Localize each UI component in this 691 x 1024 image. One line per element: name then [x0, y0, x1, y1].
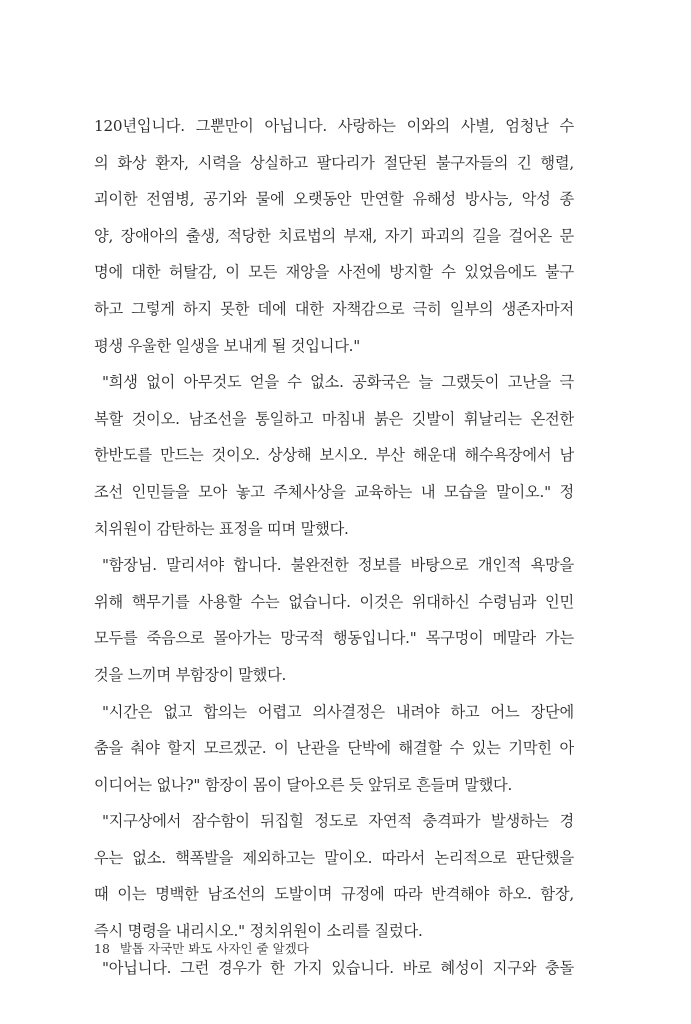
text-line: 120년입니다. 그뿐만이 아닙니다. 사랑하는 이와의 사별, 엄청난 수 — [94, 117, 574, 135]
text-line: 한반도를 만드는 것이오. 상상해 보시오. 부산 해운대 해수욕장에서 남 — [94, 446, 574, 465]
paragraph — [94, 697, 574, 807]
text-line: 때 이는 명백한 남조선의 도발이며 규정에 따라 반격해야 하오. 함장, — [94, 885, 574, 904]
paragraph — [94, 367, 574, 550]
text-line: 조선 인민들을 모아 놓고 주체사상을 교육하는 내 모습을 말이오." 정 — [94, 482, 574, 501]
text-line: 모두를 죽음으로 몰아가는 망국적 행동입니다." 목구멍이 메말라 가는 — [94, 629, 574, 648]
text-line: 하고 그렇게 하지 못한 데에 대한 자책감으로 극히 일부의 생존자마저 — [94, 299, 574, 318]
text-line: "시간은 없고 합의는 어렵고 의사결정은 내려야 하고 어느 장단에 — [102, 702, 574, 721]
text-line: "지구상에서 잠수함이 뒤집힐 정도로 자연적 충격파가 발생하는 경 — [102, 812, 574, 831]
text-line: "함장님. 말리셔야 합니다. 불완전한 정보를 바탕으로 개인적 욕망을 — [102, 556, 574, 575]
text-line: 괴이한 전염병, 공기와 물에 오랫동안 만연할 유해성 방사능, 악성 종 — [94, 190, 574, 209]
page-number: 18 — [94, 941, 110, 956]
text-line: 춤을 춰야 할지 모르겠군. 이 난관을 단박에 해결할 수 있는 기막힌 아 — [94, 739, 574, 758]
text-line: 의 화상 환자, 시력을 상실하고 팔다리가 절단된 불구자들의 긴 행렬, — [94, 153, 574, 172]
text-line: 양, 장애아의 출생, 적당한 치료법의 부재, 자기 파괴의 길을 걸어온 문 — [94, 226, 574, 245]
page-footer — [94, 939, 309, 959]
text-line: "희생 없이 아무것도 얻을 수 없소. 공화국은 늘 그랬듯이 고난을 극 — [102, 373, 574, 392]
text-line: 즉시 명령을 내리시오." 정치위원이 소리를 질렀다. — [94, 922, 423, 941]
text-line: 평생 우울한 일생을 보내게 될 것입니다." — [94, 336, 361, 355]
paragraph — [94, 111, 574, 367]
text-line: 것을 느끼며 부함장이 말했다. — [94, 665, 287, 684]
text-line: 치위원이 감탄하는 표정을 띠며 말했다. — [94, 519, 349, 538]
text-line: 우는 없소. 핵폭발을 제외하고는 말이오. 따라서 논리적으로 판단했을 — [94, 848, 574, 867]
text-line: 복할 것이오. 남조선을 통일하고 마침내 붉은 깃발이 휘날리는 온전한 — [94, 409, 574, 428]
paragraph — [94, 806, 574, 952]
text-line: 위해 핵무기를 사용할 수는 없습니다. 이것은 위대하신 수령님과 인민 — [94, 592, 574, 611]
text-line: 이디어는 없나?" 함장이 몸이 달아오른 듯 앞뒤로 흔들며 말했다. — [94, 775, 513, 794]
text-line: 명에 대한 허탈감, 이 모든 재앙을 사전에 방지할 수 있었음에도 불구 — [94, 263, 574, 282]
paragraph — [94, 550, 574, 696]
text-line: "아닙니다. 그런 경우가 한 가지 있습니다. 바로 혜성이 지구와 충돌 — [102, 958, 574, 977]
body-text — [94, 111, 574, 989]
running-title: 발톱 자국만 봐도 사자인 줄 알겠다 — [119, 941, 309, 956]
